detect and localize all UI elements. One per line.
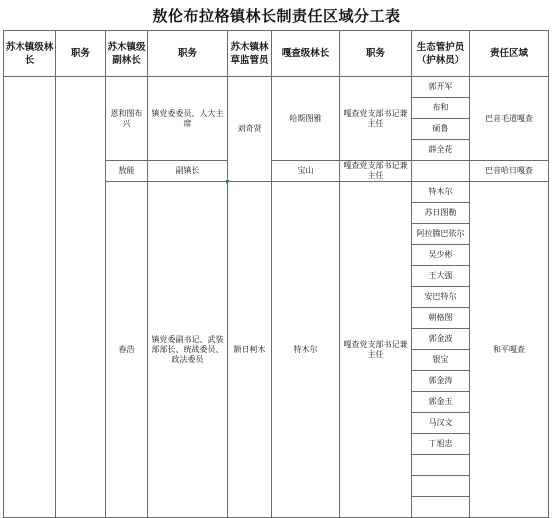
deputy-duty-cell: 镇党委委员、人大主席 bbox=[148, 77, 228, 161]
col-header-area: 责任区域 bbox=[470, 31, 549, 77]
guard-cell: 安巴特尔 bbox=[412, 287, 470, 308]
cell-comment-marker bbox=[226, 180, 230, 184]
guard-cell: 郭开军 bbox=[412, 77, 470, 98]
inspector-cell: 额日柯木 bbox=[228, 182, 272, 518]
col-header-deputy-chief: 苏木镇级副林长 bbox=[106, 31, 148, 77]
col-header-duty: 职务 bbox=[148, 31, 228, 77]
area-cell: 巴音毛道嘎查 bbox=[470, 77, 549, 161]
gacha-chief-cell: 宝山 bbox=[272, 161, 340, 182]
gacha-chief-cell: 哈斯图雅 bbox=[272, 77, 340, 161]
gacha-chief-cell: 特木尔 bbox=[272, 182, 340, 518]
guard-cell: 布和 bbox=[412, 98, 470, 119]
col-header-duty: 职务 bbox=[340, 31, 412, 77]
col-header-inspector: 苏木镇林草监管员 bbox=[228, 31, 272, 77]
town-chief-cell bbox=[4, 77, 56, 518]
table-row bbox=[4, 77, 549, 98]
gacha-duty-cell: 嘎查党支部书记兼主任 bbox=[340, 77, 412, 161]
guard-cell: 银宝 bbox=[412, 350, 470, 371]
guard-cell: 特木尔 bbox=[412, 182, 470, 203]
guard-cell: 王大强 bbox=[412, 266, 470, 287]
town-chief-duty-cell bbox=[56, 77, 106, 518]
deputy-duty-cell: 镇党委副书记、武装部部长、统战委员、政法委员 bbox=[148, 182, 228, 518]
deputy-duty-cell: 副镇长 bbox=[148, 161, 228, 182]
guard-cell bbox=[412, 455, 470, 476]
guard-cell: 吴少彬 bbox=[412, 245, 470, 266]
col-header-town-chief: 苏木镇级林长 bbox=[4, 31, 56, 77]
col-header-gacha-chief: 嘎查级林长 bbox=[272, 31, 340, 77]
area-cell: 和平嘎查 bbox=[470, 182, 549, 518]
guard-cell bbox=[412, 476, 470, 497]
guard-cell bbox=[412, 497, 470, 518]
guard-cell: 朝格图 bbox=[412, 308, 470, 329]
guard-cell: 郭金玉 bbox=[412, 392, 470, 413]
deputy-chief-cell: 敖能 bbox=[106, 161, 148, 182]
guard-cell: 硕鲁 bbox=[412, 119, 470, 140]
gacha-duty-cell: 嘎查党支部书记兼主任 bbox=[340, 161, 412, 182]
page-title: 敖伦布拉格镇林长制责任区域分工表 bbox=[152, 6, 401, 25]
responsibility-table bbox=[3, 30, 549, 518]
col-header-duty: 职务 bbox=[56, 31, 106, 77]
guard-cell: 苏日图勒 bbox=[412, 203, 470, 224]
guard-cell: 阿拉腾巴依尔 bbox=[412, 224, 470, 245]
guard-cell: 丁旭忠 bbox=[412, 434, 470, 455]
guard-cell: 薛全花 bbox=[412, 140, 470, 161]
area-cell: 巴音哈日嘎查 bbox=[470, 161, 549, 182]
guard-cell bbox=[412, 161, 470, 182]
col-header-guards: 生态管护员（护林员） bbox=[412, 31, 470, 77]
guard-cell: 郭金涛 bbox=[412, 371, 470, 392]
gacha-duty-cell: 嘎查党支部书记兼主任 bbox=[340, 182, 412, 518]
guard-cell: 郭金波 bbox=[412, 329, 470, 350]
deputy-chief-cell: 春浩 bbox=[106, 182, 148, 518]
guard-cell: 马汉文 bbox=[412, 413, 470, 434]
header-row bbox=[4, 31, 549, 77]
deputy-chief-cell: 恩和图布兴 bbox=[106, 77, 148, 161]
inspector-cell: 刘奇贤 bbox=[228, 77, 272, 182]
